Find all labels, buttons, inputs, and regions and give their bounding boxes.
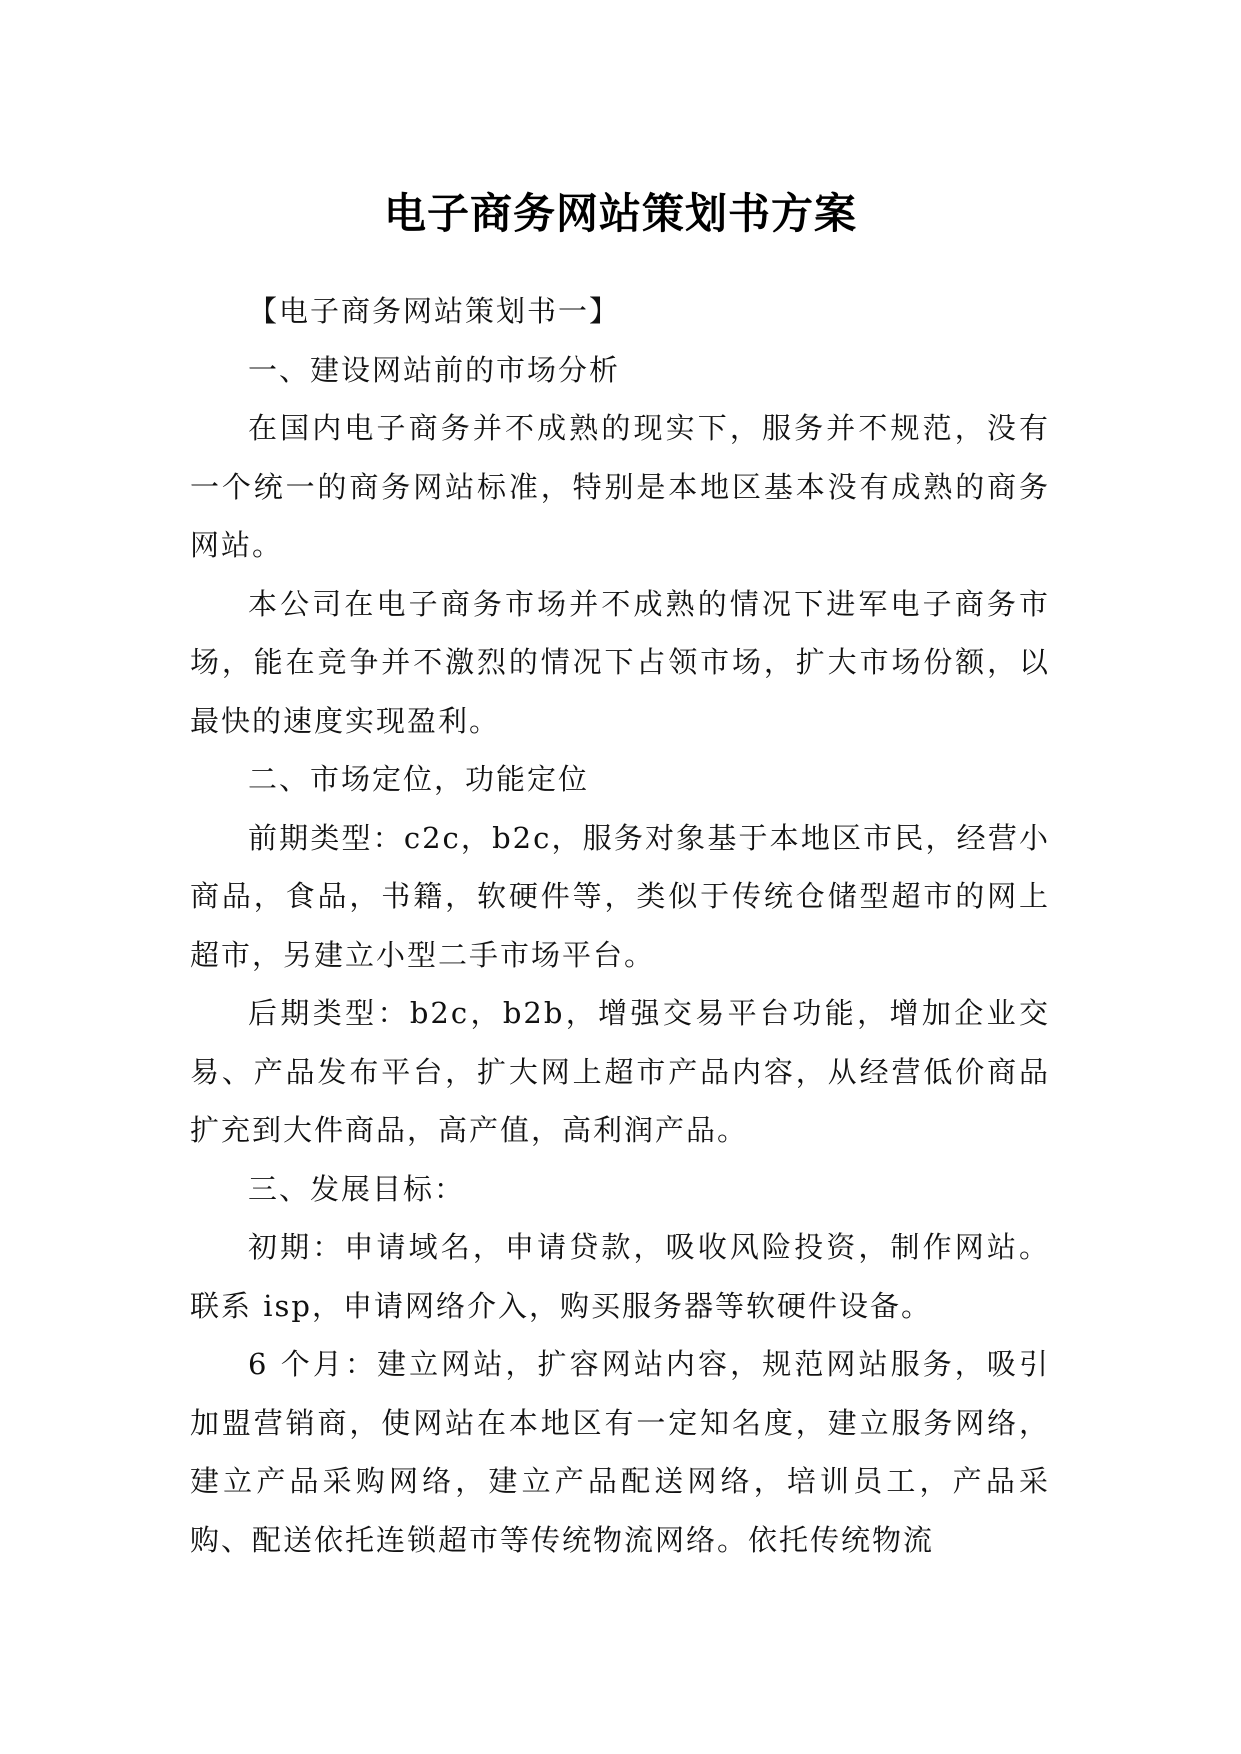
heading-positioning: 二、市场定位，功能定位 [248, 762, 590, 796]
heading-goals: 三、发展目标： [248, 1171, 466, 1206]
paragraph: 初期：申请域名，申请贷款，吸收风险投资，制作网站。联系 isp，申请网络介入，购买服务器等软硬件设备。 [190, 1230, 1050, 1323]
paragraph: 前期类型：c2c，b2c，服务对象基于本地区市民，经营小商品，食品，书籍，软硬件等，类似于传统仓储型超市的网上超市，另建立小型二手市场平台。 [190, 820, 1050, 972]
heading-market-analysis: 一、建设网站前的市场分析 [248, 352, 621, 387]
paragraph: 后期类型：b2c，b2b，增强交易平台功能，增加企业交易、产品发布平台，扩大网上超市产品内容，从经营低价商品扩充到大件商品，高产值，高利润产品。 [190, 996, 1050, 1147]
section-heading: 【电子商务网站策划书一】 [248, 294, 621, 328]
document-title: 电子商务网站策划书方案 [383, 189, 857, 239]
paragraph: 本公司在电子商务市场并不成熟的情况下进军电子商务市场，能在竞争并不激烈的情况下占领市场，扩大市场份额，以最快的速度实现盈利。 [190, 586, 1050, 738]
document-body [190, 282, 1050, 1569]
paragraph: 在国内电子商务并不成熟的现实下，服务并不规范，没有一个统一的商务网站标准，特别是本地区基本没有成熟的商务网站。 [190, 411, 1050, 562]
paragraph: 6 个月：建立网站，扩容网站内容，规范网站服务，吸引加盟营销商，使网站在本地区有一定知名度，建立服务网络，建立产品采购网络，建立产品配送网络，培训员工，产品采购、配送依托连锁超市等传统物流网络。依托传统物流 [190, 1347, 1050, 1557]
